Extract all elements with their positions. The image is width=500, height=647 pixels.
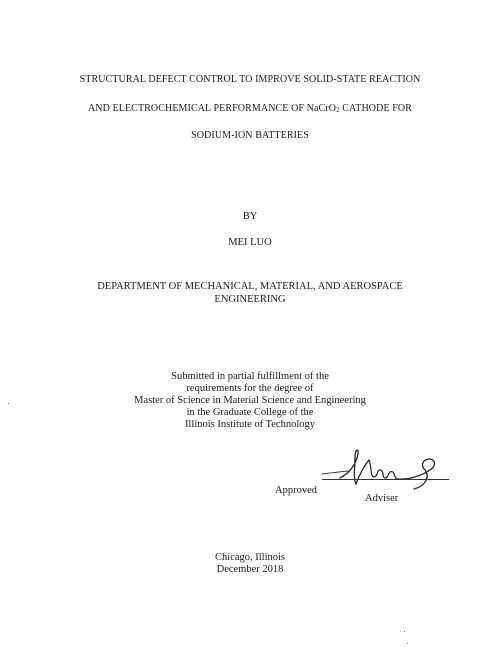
signature-line bbox=[322, 479, 449, 480]
author-name: MEI LUO bbox=[228, 237, 272, 248]
scan-speck bbox=[407, 643, 408, 644]
submission-line-4: in the Graduate College of the bbox=[186, 407, 314, 418]
submission-line-3: Master of Science in Material Science and Engineering bbox=[134, 395, 366, 406]
title-line-3: SODIUM-ION BATTERIES bbox=[191, 130, 309, 141]
title-subscript: 2 bbox=[336, 106, 340, 114]
location: Chicago, Illinois bbox=[215, 552, 285, 563]
date: December 2018 bbox=[216, 564, 284, 575]
submission-line-1: Submitted in partial fulfillment of the bbox=[171, 371, 329, 382]
title-line-2 bbox=[0, 103, 500, 115]
title-line-2-suffix: CATHODE FOR bbox=[339, 103, 413, 114]
by-label: BY bbox=[242, 211, 258, 222]
adviser-label: Adviser bbox=[365, 493, 399, 504]
title-line-1: STRUCTURAL DEFECT CONTROL TO IMPROVE SOLID-STATE REACTION bbox=[79, 74, 421, 85]
submission-line-2: requirements for the degree of bbox=[186, 383, 314, 394]
scan-speck bbox=[404, 631, 405, 632]
approved-label: Approved bbox=[275, 485, 317, 496]
adviser-signature bbox=[318, 446, 448, 496]
department-line-1: DEPARTMENT OF MECHANICAL, MATERIAL, AND AEROSPACE bbox=[97, 281, 403, 292]
title-line-2-prefix: AND ELECTROCHEMICAL PERFORMANCE OF NaCrO bbox=[87, 103, 337, 114]
submission-line-5: Illinois Institute of Technology bbox=[184, 419, 315, 430]
scan-speck bbox=[8, 403, 9, 404]
department-line-2: ENGINEERING bbox=[214, 294, 286, 305]
